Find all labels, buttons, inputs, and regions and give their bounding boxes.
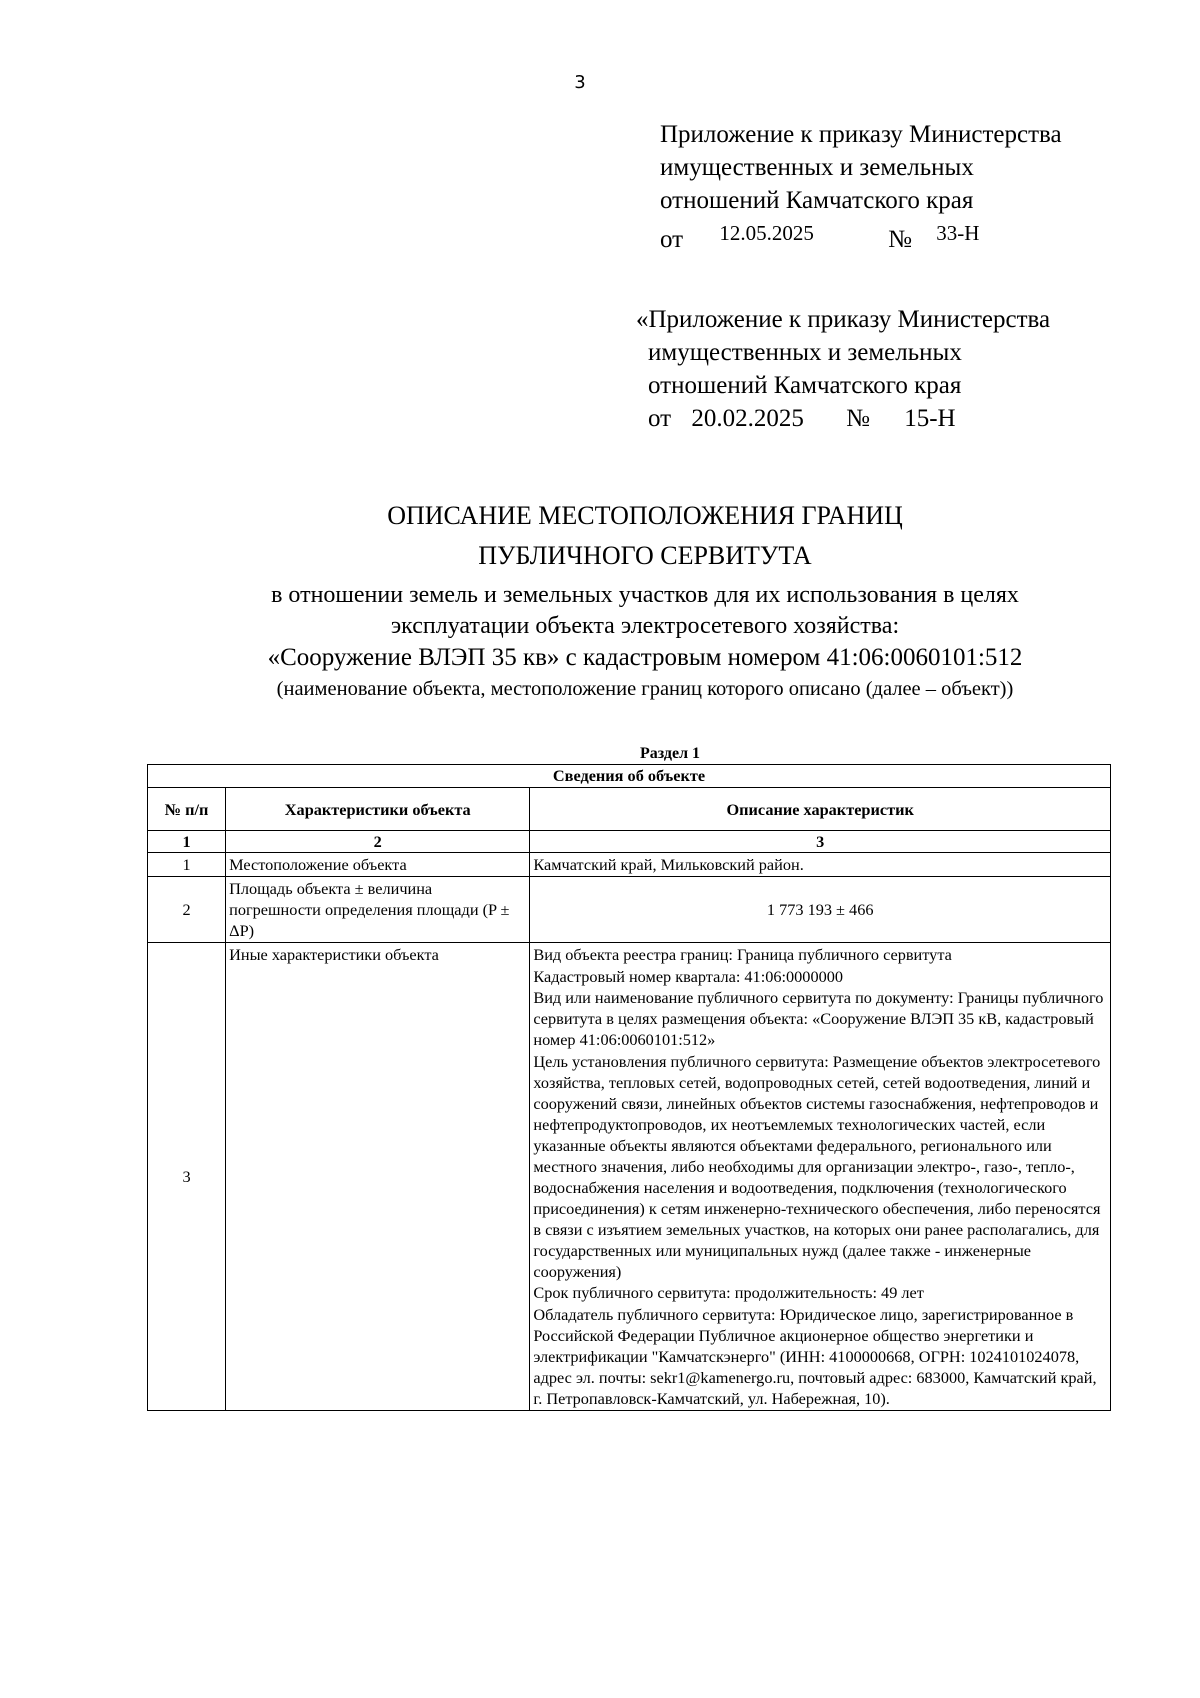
annex-current-line3: отношений Камчатского края (660, 187, 974, 214)
column-number-row (148, 831, 1111, 853)
annex-current-number-label: № (888, 226, 912, 253)
document-note: (наименование объекта, местоположение границ которого описано (далее – объект)) (276, 678, 1014, 700)
row-description: 1 773 193 ± 466 (530, 877, 1111, 943)
description-item: Цель установления публичного сервитута: Размещение объектов электросетевого хозяйства, тепловых сетей, водопроводных сетей, сетей водоотведения, линий и сооружений связи, линейных объектов системы газоснабжения, нефтепроводов и нефтепродуктопроводов, их неотъемлемых технологических частей, если указанные объекты являются объектами федерального, регионального или местного значения, либо необходимы для организации электро-, газо-, тепло-, водоснабжения населения и водоотведения, подключения (технологического присоединения) к сетям инженерно-технического обеспечения, либо переносятся в связи с изъятием земельных участков, на которых они ранее располагались, для государственных или муниципальных нужд (далее также - инженерные сооружения) (533, 1051, 1101, 1281)
section-label: Раздел 1 (639, 745, 701, 762)
document-title (0, 498, 1200, 576)
column-header-description: Описание характеристик (530, 788, 1111, 831)
column-number-1: 1 (148, 831, 226, 853)
annex-previous-from-label: от (648, 405, 672, 432)
annex-previous-date-line (648, 402, 1050, 435)
row-description: Камчатский край, Мильковский район. (530, 853, 1111, 877)
description-item: Вид объекта реестра границ: Граница публичного сервитута (533, 945, 952, 964)
document-title-line2: ПУБЛИЧНОГО СЕРВИТУТА (478, 541, 812, 570)
document-subtitle-line2: эксплуатации объекта электросетевого хозяйства: (390, 613, 900, 639)
object-info-table (147, 764, 1111, 1411)
column-header-characteristic: Характеристики объекта (226, 788, 530, 831)
document-title-line1: ОПИСАНИЕ МЕСТОПОЛОЖЕНИЯ ГРАНИЦ (387, 501, 903, 530)
table-caption: Сведения об объекте (148, 765, 1111, 788)
document-object-line: «Сооружение ВЛЭП 35 кв» с кадастровым номером 41:06:0060101:512 (267, 644, 1023, 671)
row-characteristic: Местоположение объекта (226, 853, 530, 877)
table-row (148, 853, 1111, 877)
row-number: 1 (148, 853, 226, 877)
column-number-3: 3 (530, 831, 1111, 853)
document-subtitle-line1: в отношении земель и земельных участков для их использования в целях (271, 582, 1019, 608)
annex-previous-number-label: № (846, 405, 870, 432)
annex-previous-line2: имущественных и земельных (648, 339, 962, 366)
page-number: 3 (574, 72, 586, 93)
column-header-number: № п/п (148, 788, 226, 831)
annex-current-line2: имущественных и земельных (660, 154, 974, 181)
annex-current (660, 118, 1062, 256)
column-number-2: 2 (226, 831, 530, 853)
annex-current-date-line (660, 217, 1062, 256)
row-number: 3 (148, 943, 226, 1411)
description-item: Вид или наименование публичного сервитута по документу: Границы публичного сервитута в целях размещения объекта: «Сооружение ВЛЭП 35 кВ, кадастровый номер 41:06:0060101:512» (533, 988, 1104, 1049)
description-item: Срок публичного сервитута: продолжительность: 49 лет (533, 1283, 924, 1302)
annex-current-from-label: от (660, 226, 684, 253)
annex-current-date: 12.05.2025 (719, 221, 814, 245)
row-characteristic: Площадь объекта ± величина погрешности определения площади (P ± ΔP) (226, 877, 530, 943)
annex-previous (636, 303, 1051, 435)
row-characteristic: Иные характеристики объекта (226, 943, 530, 1411)
description-item: Обладатель публичного сервитута: Юридическое лицо, зарегистрированное в Российской Федерации Публичное акционерное общество энергетики и электрификации "Камчатскэнерго" (ИНН: 4100000668, ОГРН: 1024101024078, адрес эл. почты: sekr1@kamenergo.ru, почтовый адрес: 683000, Камчатский край, г. Петропавловск-Камчатский, ул. Набережная, 10). (533, 1304, 1097, 1408)
table-row (148, 877, 1111, 943)
annex-previous-line1: «Приложение к приказу Министерства (636, 306, 1051, 333)
annex-current-line1: Приложение к приказу Министерства (660, 121, 1062, 148)
annex-previous-date: 20.02.2025 (691, 405, 804, 432)
annex-previous-number: 15-Н (904, 405, 956, 432)
row-description-list (530, 943, 1111, 1411)
annex-previous-line3: отношений Камчатского края (648, 372, 962, 399)
annex-current-number: 33-Н (936, 221, 980, 245)
document-subtitle (0, 580, 1200, 642)
row-number: 2 (148, 877, 226, 943)
table-row (148, 943, 1111, 1411)
description-item: Кадастровый номер квартала: 41:06:0000000 (533, 966, 844, 986)
